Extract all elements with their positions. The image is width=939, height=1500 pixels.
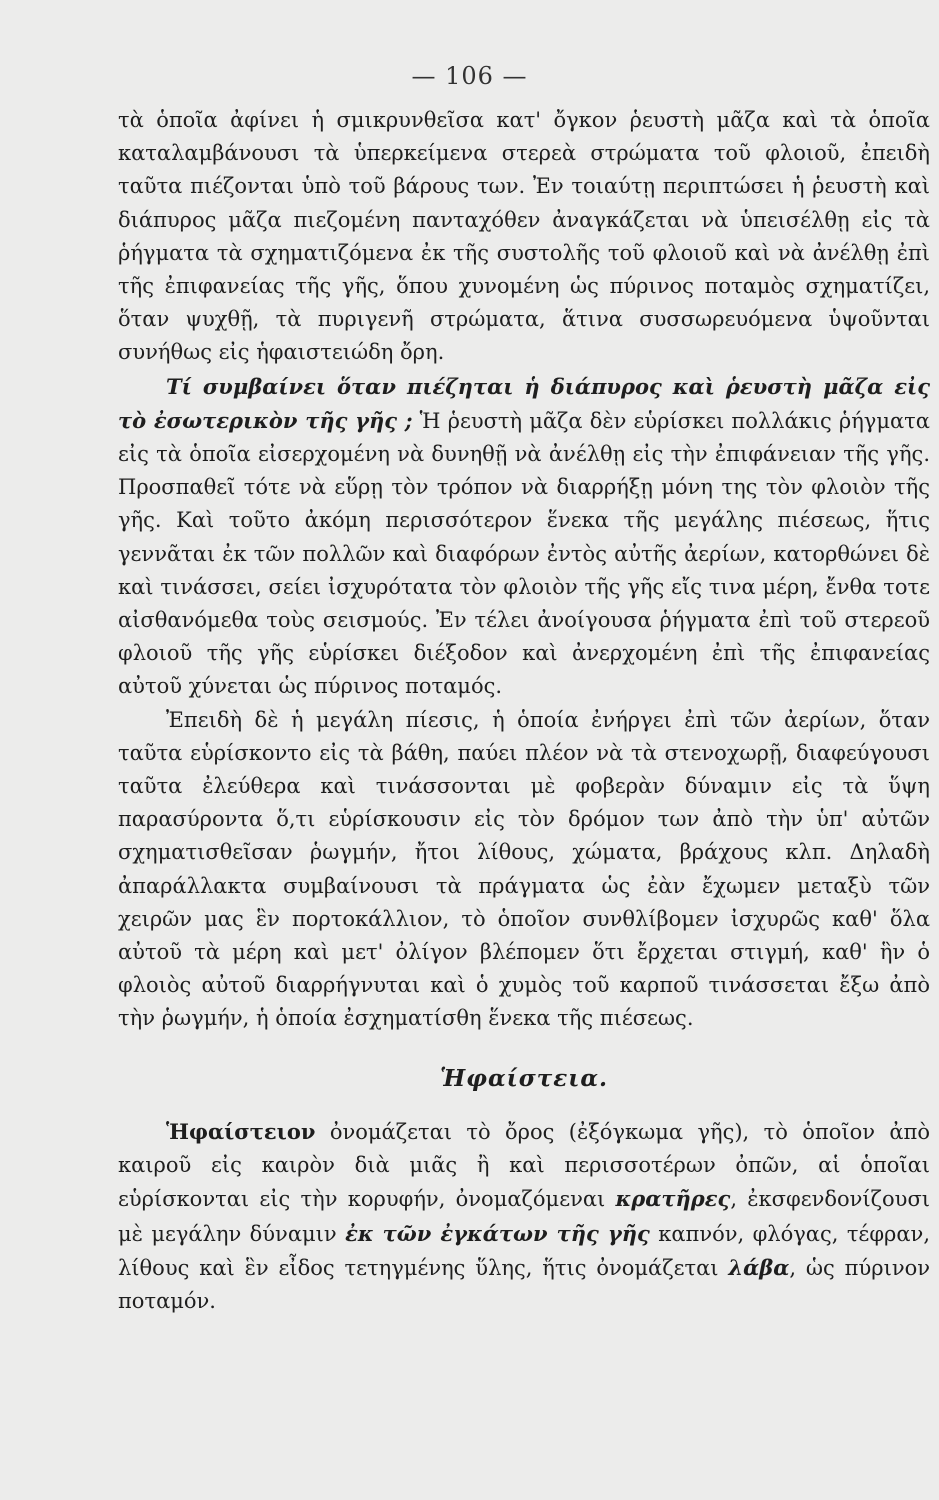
section-heading: Ἡφαίστεια.	[439, 1064, 609, 1092]
term-volcano: Ἡφαίστειον	[166, 1118, 316, 1144]
answer-text: Ἡ ῥευστὴ μᾶζα δὲν εὑρίσκει πολλάκις ῥήγματα εἰς τὰ ὁποῖα εἰσερχομένη νὰ δυνηθῇ νὰ ἀνέλθῃ εἰς τὴν ἐπιφάνειαν τῆς γῆς. Προσπαθεῖ τότε νὰ εὕρῃ τὸν τρόπον νὰ διαρρήξῃ μόνη της τὸν φλοιὸν τῆς γῆς. Καὶ τοῦτο ἀκόμη περισσότερον ἕνεκα τῆς μεγάλης πιέσεως, ἥτις γεννᾶται ἐκ τῶν πολλῶν καὶ διαφόρων ἐντὸς αὐτῆς ἀερίων, κατορθώνει δὲ καὶ τινάσσει, σείει ἰσχυρότατα τὸν φλοιὸν τῆς γῆς εἴς τινα μέρη, ἔνθα τοτε αἰσθανόμεθα τοὺς σεισμούς. Ἐν τέλει ἀνοίγουσα ῥήγματα ἐπὶ τοῦ στερεοῦ φλοιοῦ τῆς γῆς εὑρίσκει διέξοδον καὶ ἀνερχομένη ἐπὶ τῆς ἐπιφανείας αὐτοῦ χύνεται ὡς πύρινος ποταμός.	[118, 408, 930, 699]
paragraph-question	[118, 370, 930, 704]
term-lava: λάβα	[728, 1254, 790, 1280]
definition-part-2: , ἐκσφενδονίζουσι μὲ μεγάλην δύναμιν	[118, 1187, 931, 1246]
paragraph-continuation: τὰ ὁποῖα ἀφίνει ἡ σμικρυνθεῖσα κατ' ὄγκον ῥευστὴ μᾶζα καὶ τὰ ὁποῖα καταλαμβάνουσι τὰ ὑπερκείμενα στερεὰ στρώματα τοῦ φλοιοῦ, ἐπειδὴ ταῦτα πιέζονται ὑπὸ τοῦ βάρους των. Ἐν τοιαύτῃ περιπτώσει ἡ ῥευστὴ καὶ διάπυρος μᾶζα πιεζομένη πανταχόθεν ἀναγκάζεται νὰ ὑπεισέλθῃ εἰς τὰ ῥήγματα τὰ σχηματιζόμενα ἐκ τῆς συστολῆς τοῦ φλοιοῦ καὶ νὰ ἀνέλθῃ ἐπὶ τῆς ἐπιφανείας τῆς γῆς, ὅπου χυνομένη ὡς πύρινος ποταμὸς σχηματίζει, ὅταν ψυχθῇ, τὰ πυριγενῆ στρώματα, ἅτινα συσσωρευόμενα ὑψοῦνται συνήθως εἰς ἡφαιστειώδη ὄρη.	[118, 108, 930, 365]
page-body	[118, 104, 930, 1318]
term-depths: ἐκ τῶν ἐγκάτων τῆς γῆς	[345, 1220, 650, 1246]
definition-part-4: , ὡς πύρινον ποταμόν.	[118, 1255, 931, 1313]
term-craters: κρατῆρες	[615, 1186, 731, 1212]
paragraph-definition	[118, 1115, 930, 1318]
page-number: — 106 —	[411, 62, 528, 90]
paragraph-pressure: Ἐπειδὴ δὲ ἡ μεγάλη πίεσις, ἡ ὁποία ἐνήργει ἐπὶ τῶν ἀερίων, ὅταν ταῦτα εὑρίσκοντο εἰς τὰ βάθη, παύει πλέον νὰ τὰ στενοχωρῇ, διαφεύγουσι ταῦτα ἐλεύθερα καὶ τινάσσονται μὲ φοβερὰν δύναμιν εἰς τὰ ὕψη παρασύροντα ὅ,τι εὑρίσκουσιν εἰς τὸν δρόμον των ἀπὸ τὴν ὑπ' αὐτῶν σχηματισθεῖσαν ῥωγμήν, ἤτοι λίθους, χώματα, βράχους κλπ. Δηλαδὴ ἀπαράλλακτα συμβαίνουσι τὰ πράγματα ὡς ἐὰν ἔχωμεν μεταξὺ τῶν χειρῶν μας ἓν πορτοκάλλιον, τὸ ὁποῖον συνθλίβομεν ἰσχυρῶς καθ' ὅλα αὐτοῦ τὰ μέρη καὶ μετ' ὀλίγον βλέπομεν ὅτι ἔρχεται στιγμή, καθ' ἣν ὁ φλοιὸς αὐτοῦ διαρρήγνυται καὶ ὁ χυμὸς τοῦ καρποῦ τινάσσεται ἔξω ἀπὸ τὴν ῥωγμήν, ἡ ὁποία ἐσχηματίσθη ἕνεκα τῆς πιέσεως.	[118, 707, 930, 1031]
definition-part-3: καπνόν, φλόγας, τέφραν, λίθους καὶ ἓν εἶδος τετηγμένης ὕλης, ἥτις ὀνομάζεται	[118, 1221, 930, 1280]
question-text: Τί συμβαίνει ὅταν πιέζηται ἡ διάπυρος καὶ ῥευστὴ μᾶζα εἰς τὸ ἐσωτερικὸν τῆς γῆς ;	[118, 373, 930, 433]
definition-part-1: ὀνομάζεται τὸ ὄρος (ἐξόγκωμα γῆς), τὸ ὁποῖον ἀπὸ καιροῦ εἰς καιρὸν διὰ μιᾶς ἢ καὶ περισσοτέρων ὀπῶν, αἱ ὁποῖαι εὑρίσκονται εἰς τὴν κορυφήν, ὀνομαζόμεναι	[118, 1119, 930, 1212]
